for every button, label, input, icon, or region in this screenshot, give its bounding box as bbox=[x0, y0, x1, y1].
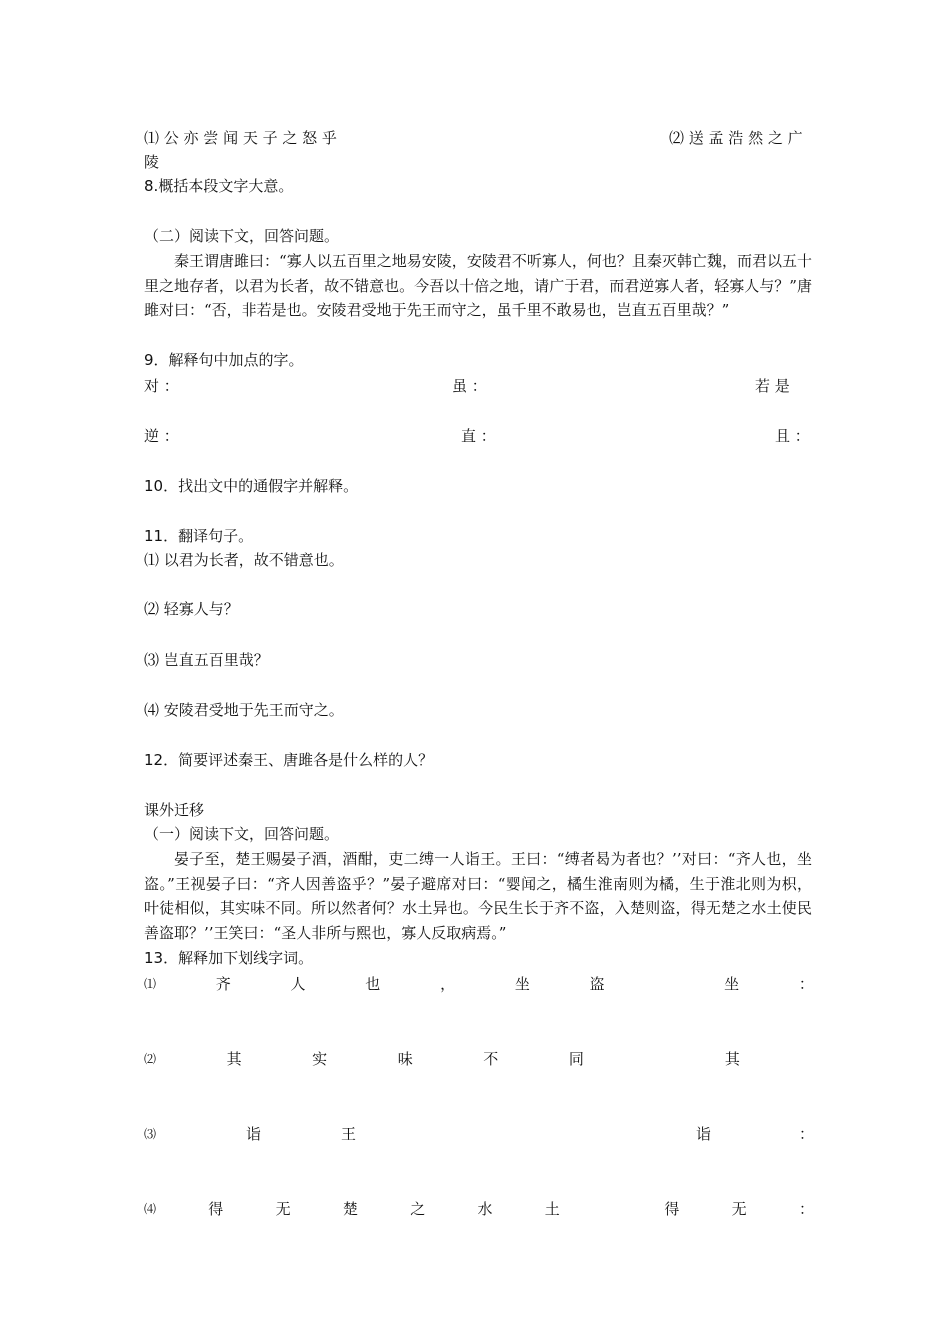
item-char: 水 bbox=[477, 1200, 493, 1218]
item-char: 人 bbox=[290, 975, 306, 993]
question-text: ．解释加下划线字词。 bbox=[163, 949, 314, 967]
question-text: ．简要评述秦王、唐雎各是什么样的人？ bbox=[163, 751, 434, 769]
q7-item-2-continuation: 陵 bbox=[144, 153, 160, 171]
q13-item-3 bbox=[144, 1124, 814, 1144]
q11-item-3: ⑶ 岂直五百里哉？ bbox=[144, 651, 269, 669]
question-number: 12 bbox=[144, 751, 164, 769]
item-char: 也 bbox=[365, 975, 381, 993]
item-char: 坐 bbox=[514, 975, 530, 993]
q9-blank-dui: 对 ： bbox=[144, 377, 179, 395]
item-char: 味 bbox=[397, 1050, 413, 1068]
question-number: 9 bbox=[144, 351, 154, 369]
question-9 bbox=[144, 350, 304, 370]
item-char: 盗 bbox=[589, 975, 605, 993]
question-text: 概括本段文字大意。 bbox=[158, 177, 294, 195]
item-char: 之 bbox=[410, 1200, 426, 1218]
question-text: ．找出文中的通假字并解释。 bbox=[163, 477, 359, 495]
question-number: 8. bbox=[144, 177, 159, 195]
q7-item-2: ⑵ 送 孟 浩 然 之 广 bbox=[669, 129, 803, 147]
item-char: ： bbox=[798, 1200, 814, 1218]
section-heading: （一）阅读下文，回答问题。 bbox=[144, 825, 340, 843]
q13-item-4 bbox=[144, 1199, 814, 1219]
question-11 bbox=[144, 526, 253, 546]
q9-blank-qie: 且 ： bbox=[775, 427, 810, 445]
item-marker: ⑵ bbox=[144, 1052, 157, 1066]
section-heading: （二）阅读下文，回答问题。 bbox=[144, 227, 340, 245]
item-marker: ⑷ bbox=[144, 1202, 157, 1216]
item-char: 楚 bbox=[342, 1200, 358, 1218]
item-char: 诣 bbox=[246, 1125, 262, 1143]
item-char: 无 bbox=[275, 1200, 291, 1218]
item-char: 其 bbox=[226, 1050, 242, 1068]
item-marker: ⑴ bbox=[144, 977, 157, 991]
question-text: ．解释句中加点的字。 bbox=[153, 351, 304, 369]
item-char: ： bbox=[798, 975, 814, 993]
item-char: 土 bbox=[544, 1200, 560, 1218]
item-marker: ⑶ bbox=[144, 1127, 157, 1141]
question-number: 11 bbox=[144, 527, 164, 545]
item-char: 不 bbox=[483, 1050, 499, 1068]
item-char: 实 bbox=[312, 1050, 328, 1068]
item-char: 得 bbox=[208, 1200, 224, 1218]
q11-item-2: ⑵ 轻寡人与？ bbox=[144, 600, 239, 618]
question-text: ．翻译句子。 bbox=[163, 527, 254, 545]
question-13 bbox=[144, 948, 313, 968]
q9-blank-sui: 虽 ： bbox=[452, 377, 487, 395]
item-char: 同 bbox=[568, 1050, 584, 1068]
q7-item-1: ⑴ 公 亦 尝 闻 天 子 之 怒 乎 bbox=[144, 129, 337, 147]
q13-item-1 bbox=[144, 974, 814, 994]
question-10 bbox=[144, 476, 358, 496]
question-12 bbox=[144, 750, 433, 770]
q9-blank-zhi: 直 ： bbox=[461, 427, 496, 445]
q11-item-4: ⑷ 安陵君受地于先王而守之。 bbox=[144, 701, 344, 719]
item-char: 无 bbox=[731, 1200, 747, 1218]
q9-blank-ruoshi: 若 是 bbox=[755, 377, 790, 395]
item-char: 坐 bbox=[724, 975, 740, 993]
item-char: 王 bbox=[341, 1125, 357, 1143]
section-title: 课外迁移 bbox=[144, 801, 205, 819]
item-char: 其 bbox=[724, 1050, 740, 1068]
question-8 bbox=[144, 176, 293, 196]
question-number: 13 bbox=[144, 949, 164, 967]
item-gap bbox=[356, 1124, 696, 1144]
item-char: ， bbox=[440, 975, 456, 993]
q13-item-2 bbox=[144, 1049, 740, 1069]
q11-item-1: ⑴ 以君为长者，故不错意也。 bbox=[144, 551, 344, 569]
item-char: 得 bbox=[664, 1200, 680, 1218]
passage: 晏子至，楚王赐晏子酒，酒酣，吏二缚一人诣王。王曰：“缚者曷为者也？’’对曰：“齐人也，坐盗。”王视晏子曰：“齐人因善盗乎？”晏子避席对曰：“婴闻之，橘生淮南则为橘，生于淮北则为枳，叶徒相似，其实味不同。所以然者何？水土异也。今民生长于齐不盗，入楚则盗，得无楚之水土使民善盗耶？’’王笑曰：“圣人非所与熙也，寡人反取病焉。” bbox=[144, 850, 812, 942]
item-char: ： bbox=[798, 1125, 814, 1143]
question-number: 10 bbox=[144, 477, 164, 495]
q9-blank-ni: 逆 ： bbox=[144, 427, 179, 445]
item-char: 齐 bbox=[215, 975, 231, 993]
passage: 秦王谓唐雎曰：“寡人以五百里之地易安陵，安陵君不听寡人，何也？且秦灭韩亡魏，而君以五十里之地存者，以君为长者，故不错意也。今吾以十倍之地，请广于君，而君逆寡人者，轻寡人与？”唐雎对曰：“否，非若是也。安陵君受地于先王而守之，虽千里不敢易也，岂直五百里哉？” bbox=[144, 252, 812, 319]
item-char: 诣 bbox=[695, 1125, 711, 1143]
